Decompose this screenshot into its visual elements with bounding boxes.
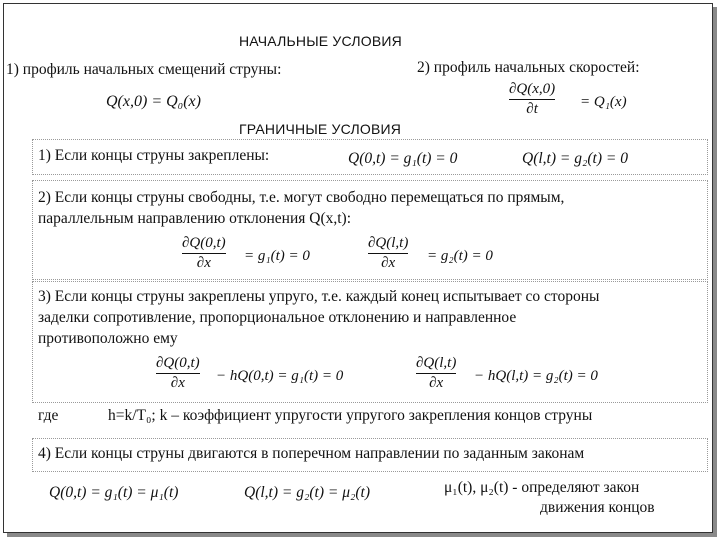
case3-line3: противоположно ему xyxy=(38,330,178,347)
fraction-numerator: ∂Q(x,0) xyxy=(509,81,556,97)
case3-left-derivative xyxy=(156,355,200,392)
fraction-denominator: ∂x xyxy=(196,255,211,271)
case3-right-derivative xyxy=(416,355,456,392)
fraction-bar xyxy=(182,253,226,254)
case3-line1: 3) Если концы струны закреплены упруго, т.е. каждый конец испытывает со стороны xyxy=(38,288,600,305)
initial-velocity-derivative xyxy=(509,81,555,118)
case2-line1: 2) Если концы струны свободны, т.е. могут свободно перемещаться по прямым, xyxy=(38,189,565,206)
case2-left-derivative xyxy=(182,235,226,272)
fraction-denominator: ∂x xyxy=(381,255,396,271)
initial-displacement-formula: Q(x,0) = Q₀(x) xyxy=(106,93,201,110)
initial-conditions-title: НАЧАЛЬНЫЕ УСЛОВИЯ xyxy=(239,33,402,49)
fraction-numerator: ∂Q(0,t) xyxy=(156,355,200,371)
case4-left-formula: Q(0,t) = g₁(t) = μ₁(t) xyxy=(49,484,179,501)
fraction-bar xyxy=(509,99,555,100)
fraction-bar xyxy=(416,373,456,374)
fraction-bar xyxy=(156,373,200,374)
case1-right-formula: Q(l,t) = g₂(t) = 0 xyxy=(522,150,628,167)
case3-where-label: где xyxy=(38,407,59,424)
case2-right-derivative xyxy=(368,235,408,272)
fraction-denominator: ∂x xyxy=(170,375,185,391)
fraction-denominator: ∂x xyxy=(429,375,444,391)
initial-displacement-label: 1) профиль начальных смещений струны: xyxy=(6,61,282,78)
case2-right-rhs: = g₂(t) = 0 xyxy=(427,248,493,264)
case4-right-formula: Q(l,t) = g₂(t) = μ₂(t) xyxy=(244,484,370,501)
fraction-numerator: ∂Q(l,t) xyxy=(416,355,457,371)
case2-left-rhs: = g₁(t) = 0 xyxy=(244,248,310,264)
boundary-conditions-title: ГРАНИЧНЫЕ УСЛОВИЯ xyxy=(239,121,402,137)
case1-left-formula: Q(0,t) = g₁(t) = 0 xyxy=(348,150,458,167)
case3-right-rhs: − hQ(l,t) = g₂(t) = 0 xyxy=(474,368,598,384)
initial-velocity-rhs: = Q₁(x) xyxy=(580,94,627,110)
case4-text: 4) Если концы струны двигаются в поперечном направлении по заданным законам xyxy=(38,445,585,462)
case1-text: 1) Если концы струны закреплены: xyxy=(38,147,270,164)
fraction-denominator: ∂t xyxy=(526,101,538,117)
case3-where-text: h=k/T₀; k – коэффициент упругости упругого закрепления концов струны xyxy=(108,407,593,424)
fraction-numerator: ∂Q(l,t) xyxy=(368,235,409,251)
case4-note-line2: движения концов xyxy=(540,499,655,516)
fraction-bar xyxy=(368,253,408,254)
case2-line2: параллельным направлению отклонения Q(x,t): xyxy=(38,210,352,227)
case3-line2: заделки сопротивление, пропорциональное отклонению и направленное xyxy=(38,309,517,326)
fraction-numerator: ∂Q(0,t) xyxy=(182,235,226,251)
initial-velocity-label: 2) профиль начальных скоростей: xyxy=(417,59,640,76)
case4-note-line1: μ₁(t), μ₂(t) - определяют закон xyxy=(444,479,640,496)
slide xyxy=(3,3,713,533)
case3-left-rhs: − hQ(0,t) = g₁(t) = 0 xyxy=(216,368,344,384)
